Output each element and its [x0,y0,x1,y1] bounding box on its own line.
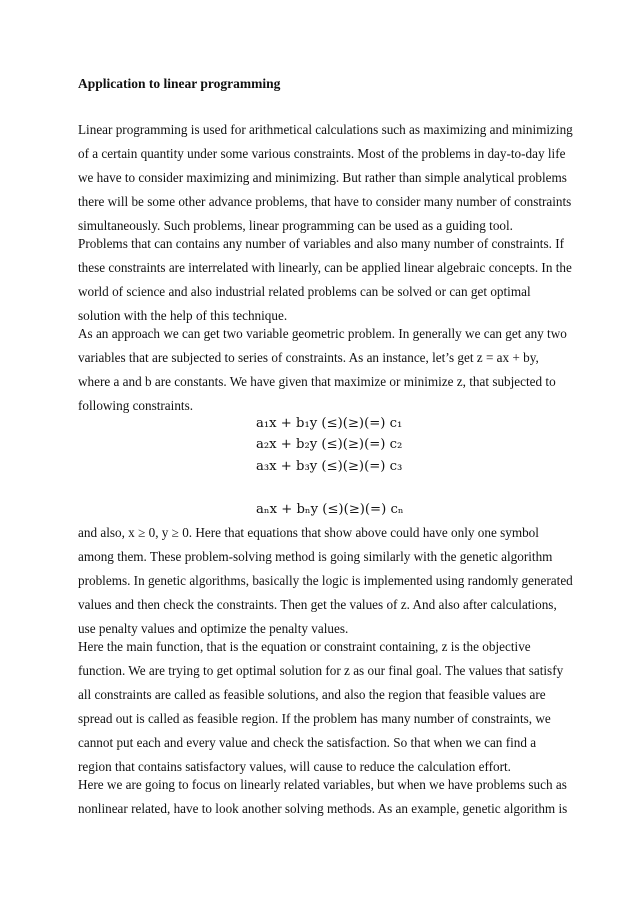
paragraph-line: of a certain quantity under some various constraints. Most of the problems in day-to-day life [78,146,566,161]
paragraph-line: variables that are subjected to series of constraints. As an instance, let’s get z = ax + by, [78,350,539,365]
constraint-equation: a₃x + b₃y (≤)(≥)(=) c₃ [256,459,403,474]
section-heading: Application to linear programming [78,76,281,91]
paragraph-line: As an approach we can get two variable geometric problem. In generally we can get any two [78,326,567,341]
paragraph-line: among them. These problem-solving method is going similarly with the genetic algorithm [78,549,553,564]
constraint-equation: a₂x + b₂y (≤)(≥)(=) c₂ [256,437,403,452]
paragraph-line: cannot put each and every value and check the satisfaction. So that when we can find a [78,735,537,750]
paragraph-line: Linear programming is used for arithmetical calculations such as maximizing and minimizing [78,122,573,137]
paragraph-line: there will be some other advance problems, that have to consider many number of constraints [78,194,572,209]
paragraph-line: function. We are trying to get optimal solution for z as our final goal. The values that satisfy [78,663,564,678]
paragraph-line: problems. In genetic algorithms, basically the logic is implemented using randomly generated [78,573,573,588]
paragraph-line: simultaneously. Such problems, linear programming can be used as a guiding tool. [78,218,513,233]
paragraph-line: world of science and also industrial related problems can be solved or can get optimal [78,284,531,299]
paragraph-line: Here we are going to focus on linearly related variables, but when we have problems such as [78,777,567,792]
paragraph-line: these constraints are interrelated with linearly, can be applied linear algebraic concepts. In the [78,260,572,275]
paragraph-line: following constraints. [78,398,194,413]
paragraph-line: nonlinear related, have to look another solving methods. As an example, genetic algorithm is [78,801,568,816]
paragraph-line: use penalty values and optimize the penalty values. [78,621,349,636]
paragraph-line: we have to consider maximizing and minimizing. But rather than simple analytical problems [78,170,567,185]
paragraph-line: and also, x ≥ 0, y ≥ 0. Here that equations that show above could have only one symbol [78,525,539,540]
paragraph-line: Here the main function, that is the equation or constraint containing, z is the objective [78,639,531,654]
constraint-equation: a₁x + b₁y (≤)(≥)(=) c₁ [256,416,403,431]
paragraph-line: Problems that can contains any number of variables and also many number of constraints. If [78,236,564,251]
paragraph-line: solution with the help of this technique. [78,308,288,323]
constraint-equation: aₙx + bₙy (≤)(≥)(=) cₙ [256,502,404,517]
paragraph-line: spread out is called as feasible region. If the problem has many number of constraints, we [78,711,551,726]
paragraph-line: all constraints are called as feasible solutions, and also the region that feasible values are [78,687,546,702]
paragraph-line: region that contains satisfactory values, will cause to reduce the calculation effort. [78,759,511,774]
paragraph-line: values and then check the constraints. Then get the values of z. And also after calculations, [78,597,557,612]
paragraph-line: where a and b are constants. We have given that maximize or minimize z, that subjected to [78,374,556,389]
